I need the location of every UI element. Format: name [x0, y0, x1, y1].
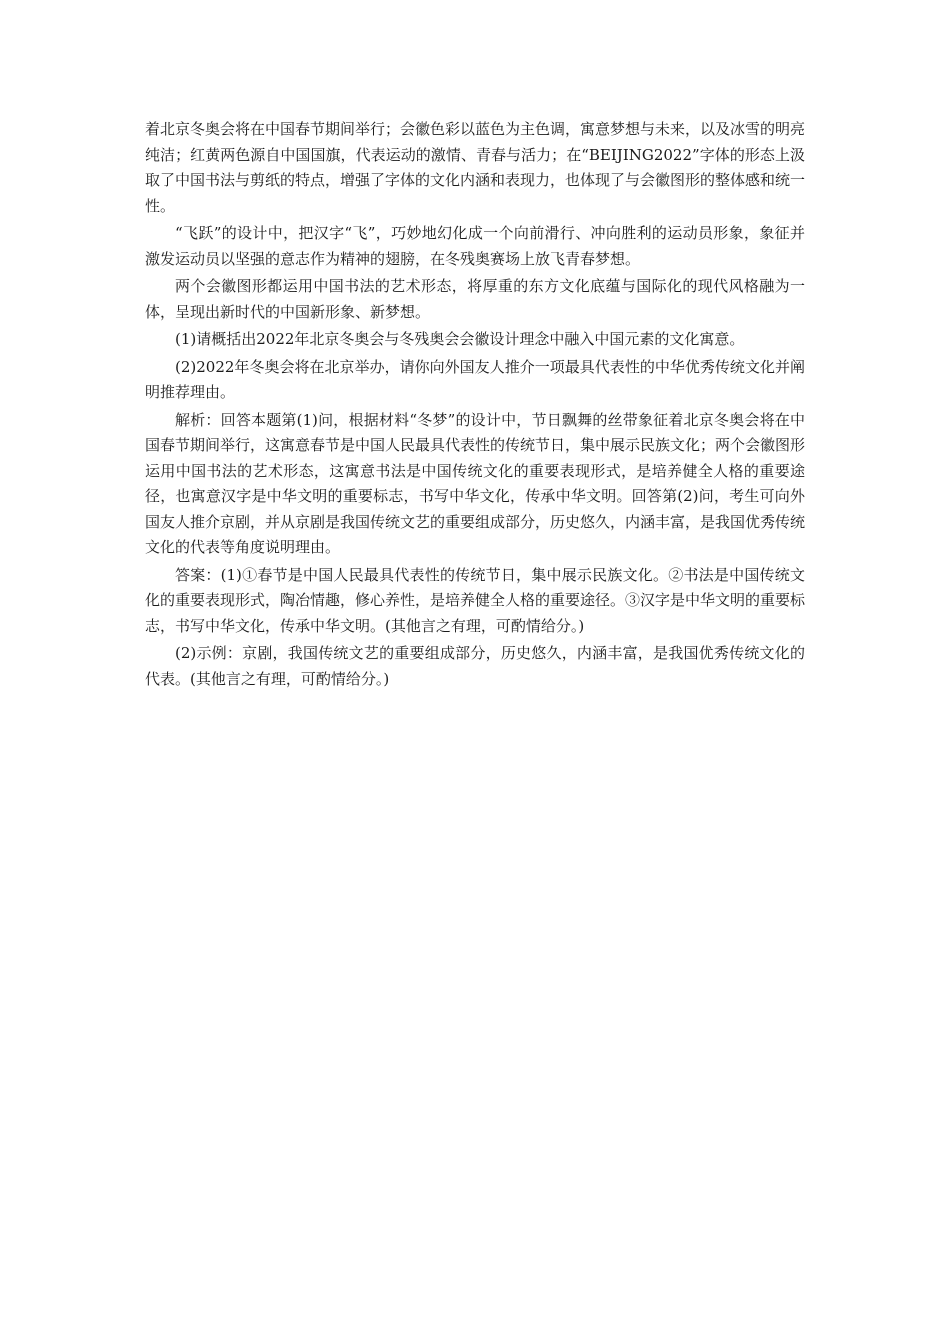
paragraph-calligraphy: 两个会徽图形都运用中国书法的艺术形态，将厚重的东方文化底蕴与国际化的现代风格融为一体，呈现出新时代的中国新形象、新梦想。 [145, 277, 805, 321]
answer-1: 答案：(1)①春节是中国人民最具代表性的传统节日，集中展示民族文化。②书法是中国传统文化的重要表现形式，陶冶情趣，修心养性，是培养健全人格的重要途径。③汉字是中华文明的重要标志，书写中华文化，传承中华文明。(其他言之有理，可酌情给分。) [145, 565, 806, 635]
paragraph-feiyue: “飞跃”的设计中，把汉字“飞”，巧妙地幻化成一个向前滑行、冲向胜利的运动员形象，象征并激发运动员以坚强的意志作为精神的翅膀，在冬残奥赛场上放飞青春梦想。 [145, 224, 805, 268]
question-2: (2)2022年冬奥会将在北京举办，请你向外国友人推介一项最具代表性的中华优秀传统文化并阐明推荐理由。 [145, 357, 805, 401]
paragraph-continuation: 着北京冬奥会将在中国春节期间举行；会徽色彩以蓝色为主色调，寓意梦想与未来，以及冰雪的明亮纯洁；红黄两色源自中国国旗，代表运动的激情、青春与活力；在“BEIJING2022”字体的形态上汲取了中国书法与剪纸的特点，增强了字体的文化内涵和表现力，也体现了与会徽图形的整体感和统一性。 [145, 120, 806, 215]
answer-2: (2)示例：京剧，我国传统文艺的重要组成部分，历史悠久，内涵丰富，是我国优秀传统文化的代表。(其他言之有理，可酌情给分。) [145, 644, 805, 688]
analysis-paragraph: 解析：回答本题第(1)问，根据材料“冬梦”的设计中，节日飘舞的丝带象征着北京冬奥会将在中国春节期间举行，这寓意春节是中国人民最具代表性的传统节日，集中展示民族文化；两个会徽图形运用中国书法的艺术形态，这寓意书法是中国传统文化的重要表现形式，是培养健全人格的重要途径，也寓意汉字是中华文明的重要标志，书写中华文化，传承中华文明。回答第(2)问，考生可向外国友人推介京剧，并从京剧是我国传统文艺的重要组成部分，历史悠久，内涵丰富，是我国优秀传统文化的代表等角度说明理由。 [145, 410, 806, 556]
document-body [145, 117, 805, 694]
question-1: (1)请概括出2022年北京冬奥会与冬残奥会会徽设计理念中融入中国元素的文化寓意。 [175, 330, 745, 348]
